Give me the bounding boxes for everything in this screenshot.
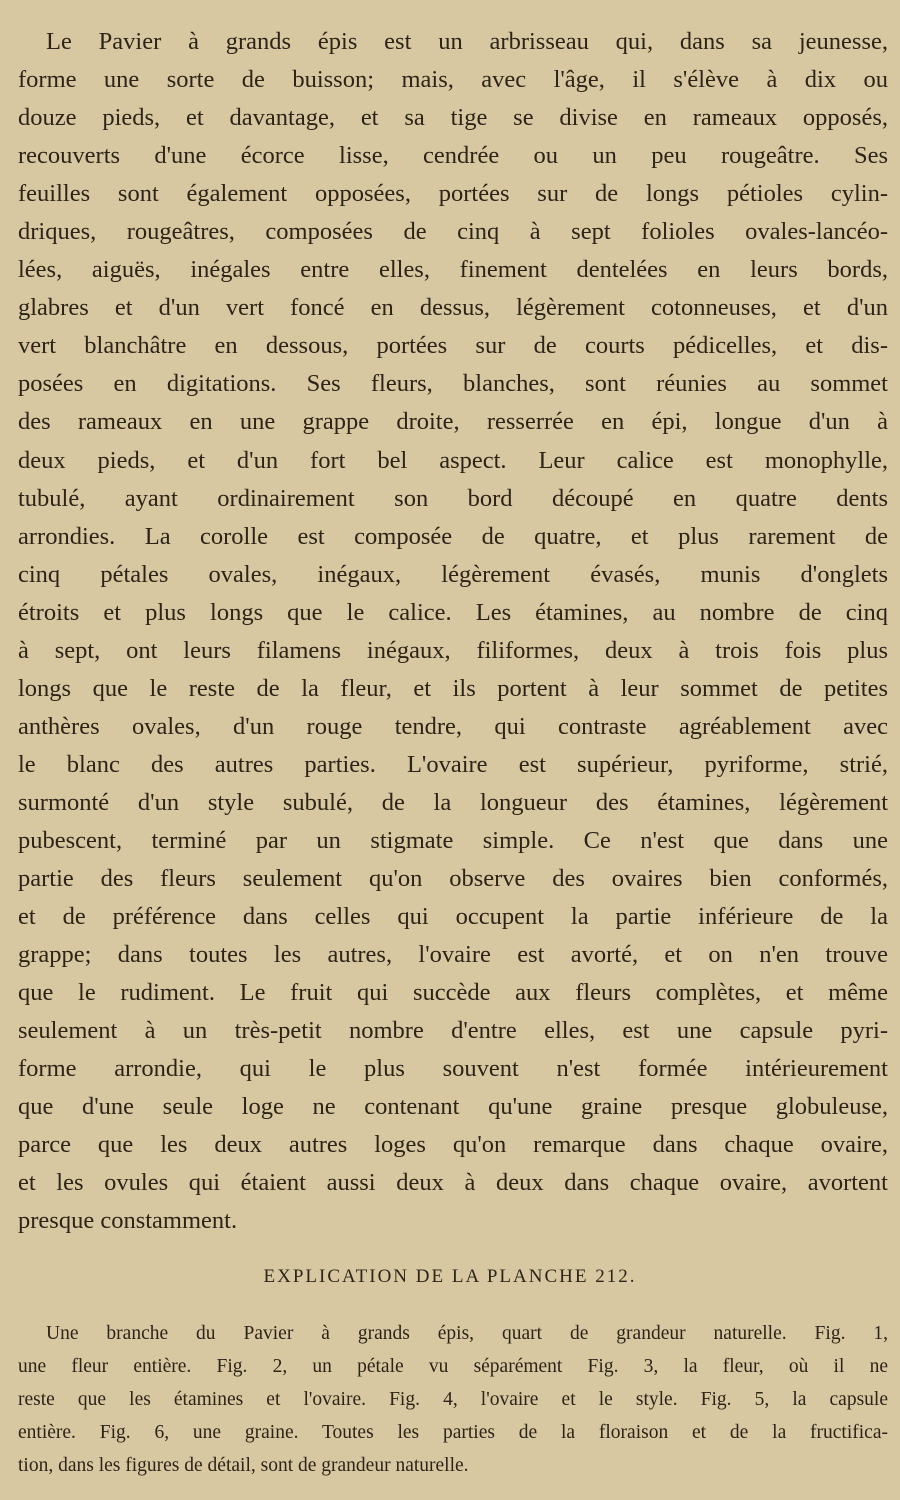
text-line: entière. Fig. 6, une graine. Toutes les parties de la floraison et de la fructifica- bbox=[18, 1422, 888, 1443]
text-line: tubulé, ayant ordinairement son bord découpé en quatre dents bbox=[18, 484, 888, 512]
plate-explanation-heading: EXPLICATION DE LA PLANCHE 212. bbox=[263, 1266, 637, 1287]
text-line: forme une sorte de buisson; mais, avec l'âge, il s'élève à dix ou bbox=[18, 66, 888, 94]
text-line: surmonté d'un style subulé, de la longueur des étamines, légèrement bbox=[18, 788, 888, 816]
text-line: glabres et d'un vert foncé en dessus, légèrement cotonneuses, et d'un bbox=[18, 294, 888, 322]
text-line: recouverts d'une écorce lisse, cendrée ou un peu rougeâtre. Ses bbox=[18, 142, 888, 170]
text-line: longs que le reste de la fleur, et ils portent à leur sommet de petites bbox=[18, 674, 888, 702]
text-line: partie des fleurs seulement qu'on observe des ovaires bien conformés, bbox=[18, 865, 888, 893]
text-line: le blanc des autres parties. L'ovaire est supérieur, pyriforme, strié, bbox=[18, 750, 888, 778]
text-line: étroits et plus longs que le calice. Les étamines, au nombre de cinq bbox=[18, 598, 888, 626]
text-line: feuilles sont également opposées, portées sur de longs pétioles cylin- bbox=[18, 180, 888, 208]
text-line: et les ovules qui étaient aussi deux à deux dans chaque ovaire, avortent bbox=[18, 1169, 888, 1197]
main-paragraph bbox=[18, 23, 888, 1241]
text-line: tion, dans les figures de détail, sont de grandeur naturelle. bbox=[18, 1455, 469, 1476]
text-line: deux pieds, et d'un fort bel aspect. Leur calice est monophylle, bbox=[18, 446, 888, 474]
text-line: douze pieds, et davantage, et sa tige se divise en rameaux opposés, bbox=[18, 104, 888, 132]
text-line: lées, aiguës, inégales entre elles, finement dentelées en leurs bords, bbox=[18, 256, 888, 284]
text-line: Une branche du Pavier à grands épis, quart de grandeur naturelle. Fig. 1, bbox=[46, 1323, 888, 1344]
text-line: vert blanchâtre en dessous, portées sur de courts pédicelles, et dis- bbox=[18, 332, 888, 360]
plate-caption bbox=[18, 1317, 888, 1482]
text-line: posées en digitations. Ses fleurs, blanches, sont réunies au sommet bbox=[18, 370, 888, 398]
text-line: à sept, ont leurs filamens inégaux, filiformes, deux à trois fois plus bbox=[18, 636, 888, 664]
text-line: que le rudiment. Le fruit qui succède aux fleurs complètes, et même bbox=[18, 979, 888, 1007]
text-line: parce que les deux autres loges qu'on remarque dans chaque ovaire, bbox=[18, 1131, 888, 1159]
text-line: pubescent, terminé par un stigmate simple. Ce n'est que dans une bbox=[18, 826, 888, 854]
text-line: seulement à un très-petit nombre d'entre elles, est une capsule pyri- bbox=[18, 1017, 888, 1045]
text-line: que d'une seule loge ne contenant qu'une graine presque globuleuse, bbox=[18, 1093, 888, 1121]
text-line: anthères ovales, d'un rouge tendre, qui contraste agréablement avec bbox=[18, 712, 888, 740]
text-line: grappe; dans toutes les autres, l'ovaire est avorté, et on n'en trouve bbox=[18, 941, 888, 969]
text-line: et de préférence dans celles qui occupent la partie inférieure de la bbox=[18, 903, 888, 931]
text-line: Le Pavier à grands épis est un arbrisseau qui, dans sa jeunesse, bbox=[46, 28, 888, 55]
text-line: arrondies. La corolle est composée de quatre, et plus rarement de bbox=[18, 522, 888, 550]
text-line: forme arrondie, qui le plus souvent n'est formée intérieurement bbox=[18, 1055, 888, 1083]
text-line: des rameaux en une grappe droite, resserrée en épi, longue d'un à bbox=[18, 408, 888, 436]
text-line: cinq pétales ovales, inégaux, légèrement évasés, munis d'onglets bbox=[18, 560, 888, 588]
text-line: une fleur entière. Fig. 2, un pétale vu séparément Fig. 3, la fleur, où il ne bbox=[18, 1356, 888, 1377]
text-line: reste que les étamines et l'ovaire. Fig. 4, l'ovaire et le style. Fig. 5, la capsule bbox=[18, 1389, 888, 1410]
text-line: presque constamment. bbox=[18, 1207, 238, 1235]
text-line: driques, rougeâtres, composées de cinq à sept folioles ovales-lancéo- bbox=[18, 218, 888, 246]
